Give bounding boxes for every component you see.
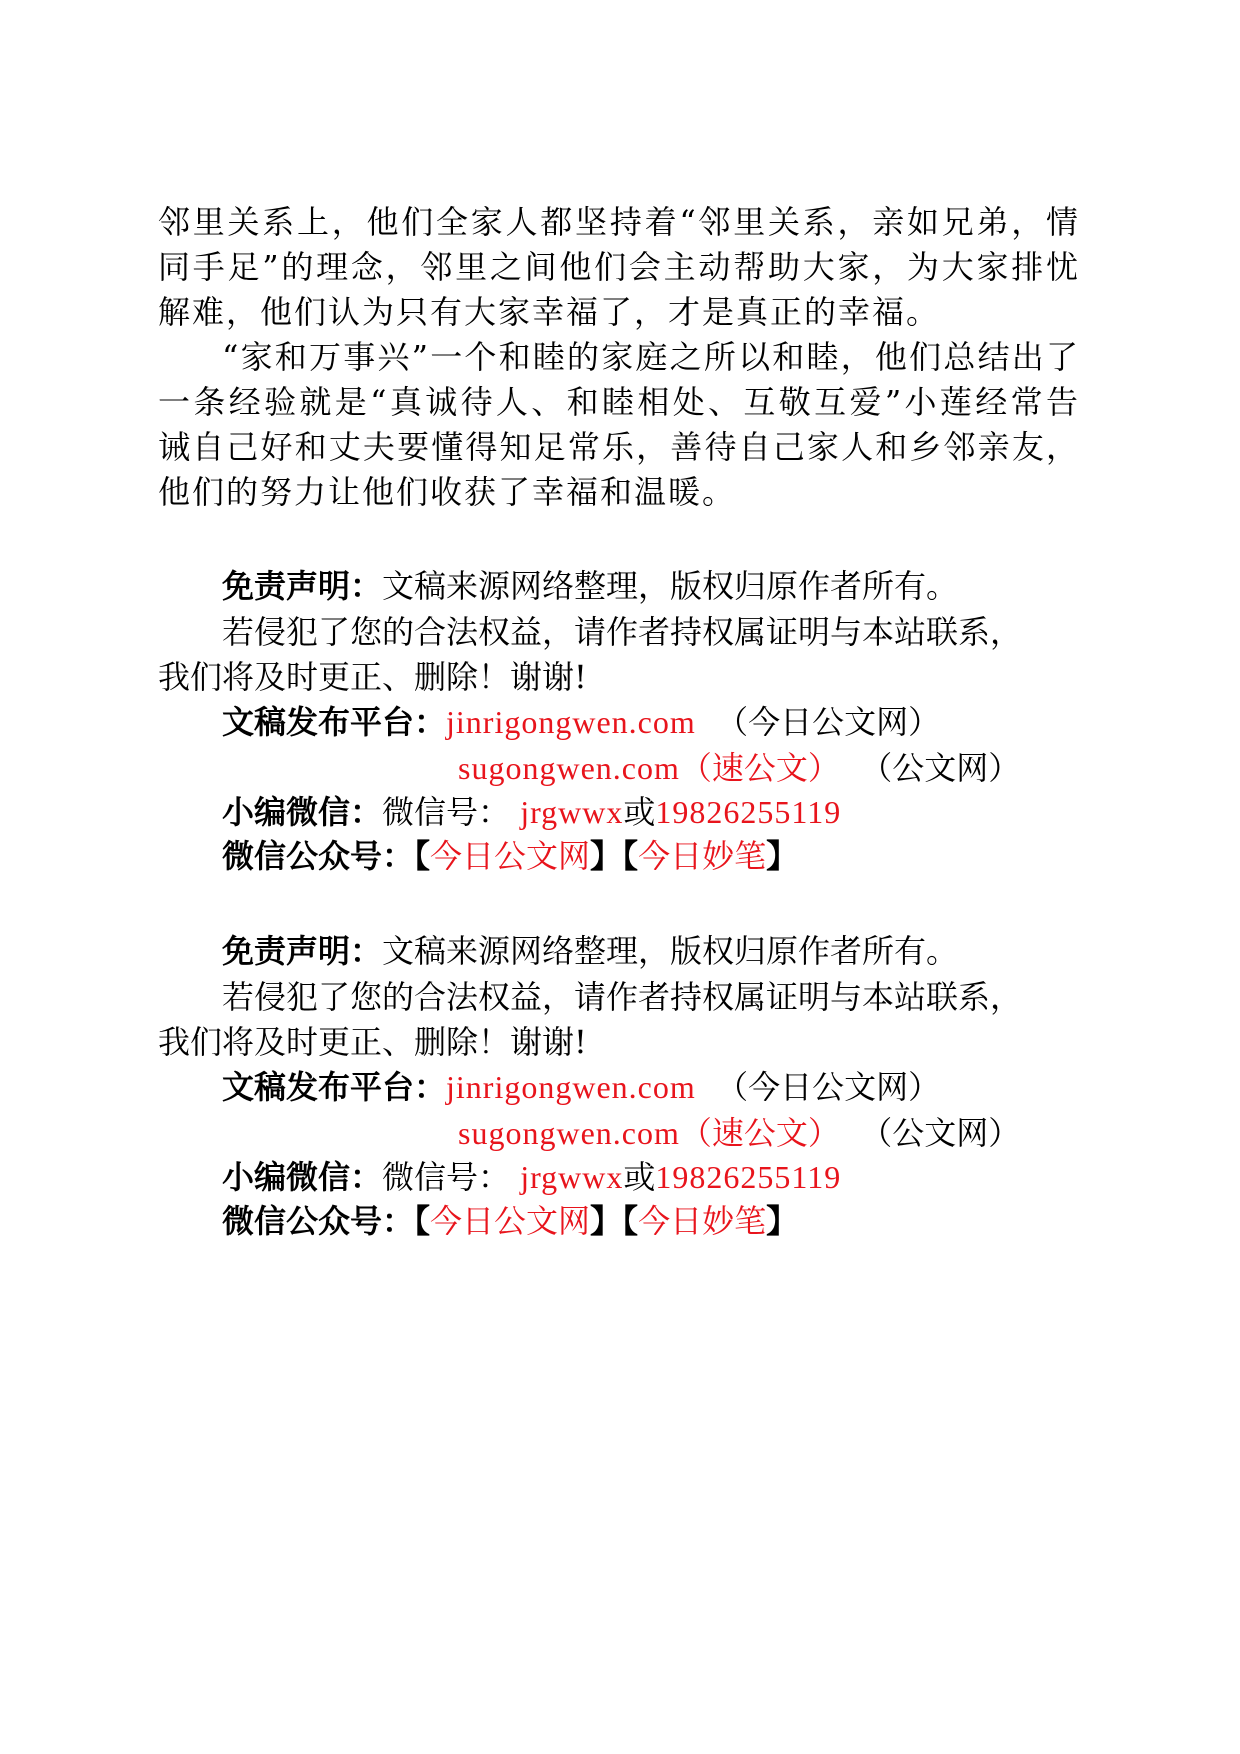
wechat-label: 小编微信：	[222, 793, 383, 831]
public-account-name-1: 今日公文网	[430, 837, 591, 875]
disclaimer-1-line	[222, 564, 958, 608]
bracket-close: 】	[766, 837, 799, 875]
disclaimer-1-line3: 我们将及时更正、删除！谢谢!	[158, 658, 587, 696]
wechat-or: 或	[623, 793, 656, 831]
bracket-mid: 】【	[590, 837, 639, 875]
wechat-id: jrgwwx	[520, 794, 624, 830]
bracket-close: 】	[766, 1202, 799, 1240]
public-account-2-line	[222, 1199, 798, 1243]
body-line-2: 同手足”的理念，邻里之间他们会主动帮助大家，为大家排忧	[158, 248, 1078, 286]
platform-1-line	[222, 700, 940, 744]
wechat-phone: 19826255119	[655, 794, 842, 830]
site-link-jinrigongwen[interactable]: jinrigongwen.com	[446, 1069, 696, 1105]
body-line-1: 邻里关系上，他们全家人都坚持着“邻里关系，亲如兄弟，情	[158, 203, 1078, 241]
disclaimer-1-line2: 若侵犯了您的合法权益，请作者持权属证明与本站联系，	[222, 613, 1023, 651]
wechat-1-line	[222, 790, 841, 834]
site-link-sugongwen[interactable]: sugongwen.com	[458, 750, 680, 786]
wechat-prefix: 微信号：	[382, 1158, 511, 1196]
bracket-open: 【	[414, 837, 431, 875]
platform-2-line2	[458, 1111, 1020, 1155]
site2-note: （公文网）	[860, 1114, 1021, 1152]
body-line-5: 一条经验就是“真诚待人、和睦相处、互敬互爱”小莲经常告	[158, 383, 1078, 421]
wechat-label: 小编微信：	[222, 1158, 383, 1196]
public-account-name-1: 今日公文网	[430, 1202, 591, 1240]
site1-note: （今日公文网）	[716, 703, 941, 741]
body-line-3: 解难，他们认为只有大家幸福了，才是真正的幸福。	[158, 293, 941, 331]
wechat-2-line	[222, 1155, 841, 1199]
platform-2-line	[222, 1065, 940, 1109]
site-link-jinrigongwen[interactable]: jinrigongwen.com	[446, 704, 696, 740]
bracket-mid: 】【	[590, 1202, 639, 1240]
body-line-7: 他们的努力让他们收获了幸福和温暖。	[158, 473, 737, 511]
disclaimer-label: 免责声明：	[222, 567, 383, 605]
wechat-or: 或	[623, 1158, 656, 1196]
site2-name: （速公文）	[679, 749, 840, 787]
wechat-id: jrgwwx	[520, 1159, 624, 1195]
site-link-sugongwen[interactable]: sugongwen.com	[458, 1115, 680, 1151]
platform-label: 文稿发布平台：	[222, 1068, 447, 1106]
disclaimer-text: 文稿来源网络整理，版权归原作者所有。	[382, 567, 959, 605]
disclaimer-2-line	[222, 929, 958, 973]
body-line-6: 诫自己好和丈夫要懂得知足常乐，善待自己家人和乡邻亲友，	[158, 428, 1078, 466]
disclaimer-2-line3: 我们将及时更正、删除！谢谢!	[158, 1023, 587, 1061]
public-account-1-line	[222, 834, 798, 878]
wechat-prefix: 微信号：	[382, 793, 511, 831]
disclaimer-2-line2: 若侵犯了您的合法权益，请作者持权属证明与本站联系，	[222, 978, 1023, 1016]
disclaimer-label: 免责声明：	[222, 932, 383, 970]
public-account-name-2: 今日妙笔	[638, 837, 767, 875]
public-account-label: 微信公众号：	[222, 1202, 415, 1240]
public-account-name-2: 今日妙笔	[638, 1202, 767, 1240]
site2-name: （速公文）	[679, 1114, 840, 1152]
site1-note: （今日公文网）	[716, 1068, 941, 1106]
wechat-phone: 19826255119	[655, 1159, 842, 1195]
platform-1-line2	[458, 746, 1020, 790]
platform-label: 文稿发布平台：	[222, 703, 447, 741]
body-line-4: “家和万事兴”一个和睦的家庭之所以和睦，他们总结出了	[222, 338, 1078, 376]
site2-note: （公文网）	[860, 749, 1021, 787]
public-account-label: 微信公众号：	[222, 837, 415, 875]
disclaimer-text: 文稿来源网络整理，版权归原作者所有。	[382, 932, 959, 970]
bracket-open: 【	[414, 1202, 431, 1240]
